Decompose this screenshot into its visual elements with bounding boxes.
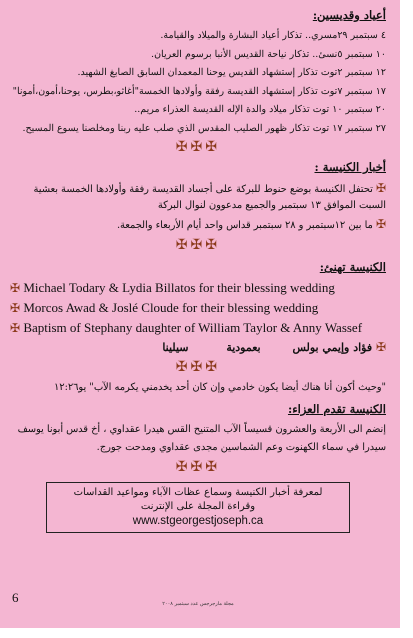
feast-item: ٤ سبتمبر ٢٩مسري.. تذكار أعياد البشارة والميلاد والقيامة.	[160, 30, 386, 41]
condolences-text: إنضم الى الأربعة والعشرون قسيساً الآب المتنيح القس هيدرا عقداوي ، أخ قدس أبونا يوسف سيدرا في سماء الكهنوت وعم الشماسين مجدى عقداوي ومدحت جورج.	[17, 424, 386, 453]
congrats-item: ✠ Michael Todary & Lydia Billatos for their blessing wedding	[10, 280, 335, 295]
website-info-box	[46, 482, 350, 533]
news-item: ✠ ما بين ١٢سبتمبر و ٢٨ سبتمبر قداس واحد أيام الأربعاء والجمعة.	[116, 217, 386, 231]
congrats-item: ✠ Baptism of Stephany daughter of William Taylor & Anny Wassef	[10, 320, 363, 335]
news-item: ✠ تحتفل الكنيسة بوضع حنوط للبركة على أجساد القديسة رفقة وأولادها الخمسة بعشية السبت الموافق ١٣ سبتمبر والجميع مدعوون لنوال البركة	[33, 181, 386, 211]
cross-bullet-icon: ✠	[375, 340, 386, 354]
cross-bullet-icon: ✠	[375, 181, 386, 195]
website-link[interactable]: www.stgeorgestjoseph.ca	[132, 515, 264, 527]
news-heading: أخبار الكنيسة :	[314, 160, 386, 174]
baptism-names	[10, 339, 386, 356]
baptism-label: بعمودية	[226, 341, 261, 354]
cross-divider: ✠✠✠	[175, 139, 221, 155]
feast-item: ١٢ سبتمبر ٢توت تذكار إستشهاد القديس يوحنا المعمدان السابق الصابغ الشهيد.	[77, 67, 386, 78]
cross-bullet-icon: ✠	[10, 281, 21, 295]
congrats-heading: الكنيسة تهنئ:	[319, 260, 386, 274]
page-edge-bottom	[0, 628, 413, 638]
newsletter-content	[10, 8, 386, 628]
cross-divider: ✠✠✠	[175, 359, 221, 375]
cross-bullet-icon: ✠	[375, 217, 386, 231]
page-edge-right	[400, 0, 413, 638]
congrats-item: ✠ Morcos Awad & Joslé Cloude for their blessing wedding	[10, 300, 319, 315]
feasts-heading: أعياد وقديسين:	[312, 8, 386, 22]
cross-divider: ✠✠✠	[175, 237, 221, 253]
info-line: لمعرفة أخبار الكنيسة وسماع عظات الآباء ومواعيد القداسات	[73, 487, 323, 498]
bible-quote: "وحيث أكون أنا هناك أيضا يكون خادمي وإن كان أحد يخدمني يكرمه الآب" يو١٢:٢٦	[54, 382, 386, 393]
cross-bullet-icon: ✠	[10, 321, 21, 335]
child-name: سيلينا	[162, 341, 189, 354]
page-footer: مجلة مارجرجس عدد سبتمبر ٢٠٠٨	[162, 601, 234, 607]
parents-names: فؤاد وإيمي بولس	[292, 341, 373, 354]
feast-item: ١٠ سبتمبر ٥نسئ.. تذكار نياحة القديس الأنبا برسوم العريان.	[151, 48, 386, 60]
page-number: 6	[12, 590, 19, 605]
info-line: وقراءة المجلة على الإنترنت	[140, 501, 256, 512]
feasts-list	[10, 28, 386, 136]
feast-item: ٢٠ سبتمبر ١٠ توت تذكار ميلاد والدة الإله القديسة العذراء مريم..	[134, 104, 386, 115]
cross-divider: ✠✠✠	[175, 459, 221, 475]
feast-item: ١٧ سبتمبر ٧توت تذكار إستشهاد القديسة رفقة وأولادها الخمسة"أغاثو،بطرس، يوحنا،أمون،أمونا"	[12, 85, 386, 97]
feast-item: ٢٧ سبتمبر ١٧ توت تذكار ظهور الصليب المقدس الذي صلب عليه ربنا ومخلصنا يسوع المسيح.	[22, 122, 386, 134]
condolences-heading: الكنيسة تقدم العزاء:	[287, 402, 386, 416]
cross-bullet-icon: ✠	[10, 301, 21, 315]
